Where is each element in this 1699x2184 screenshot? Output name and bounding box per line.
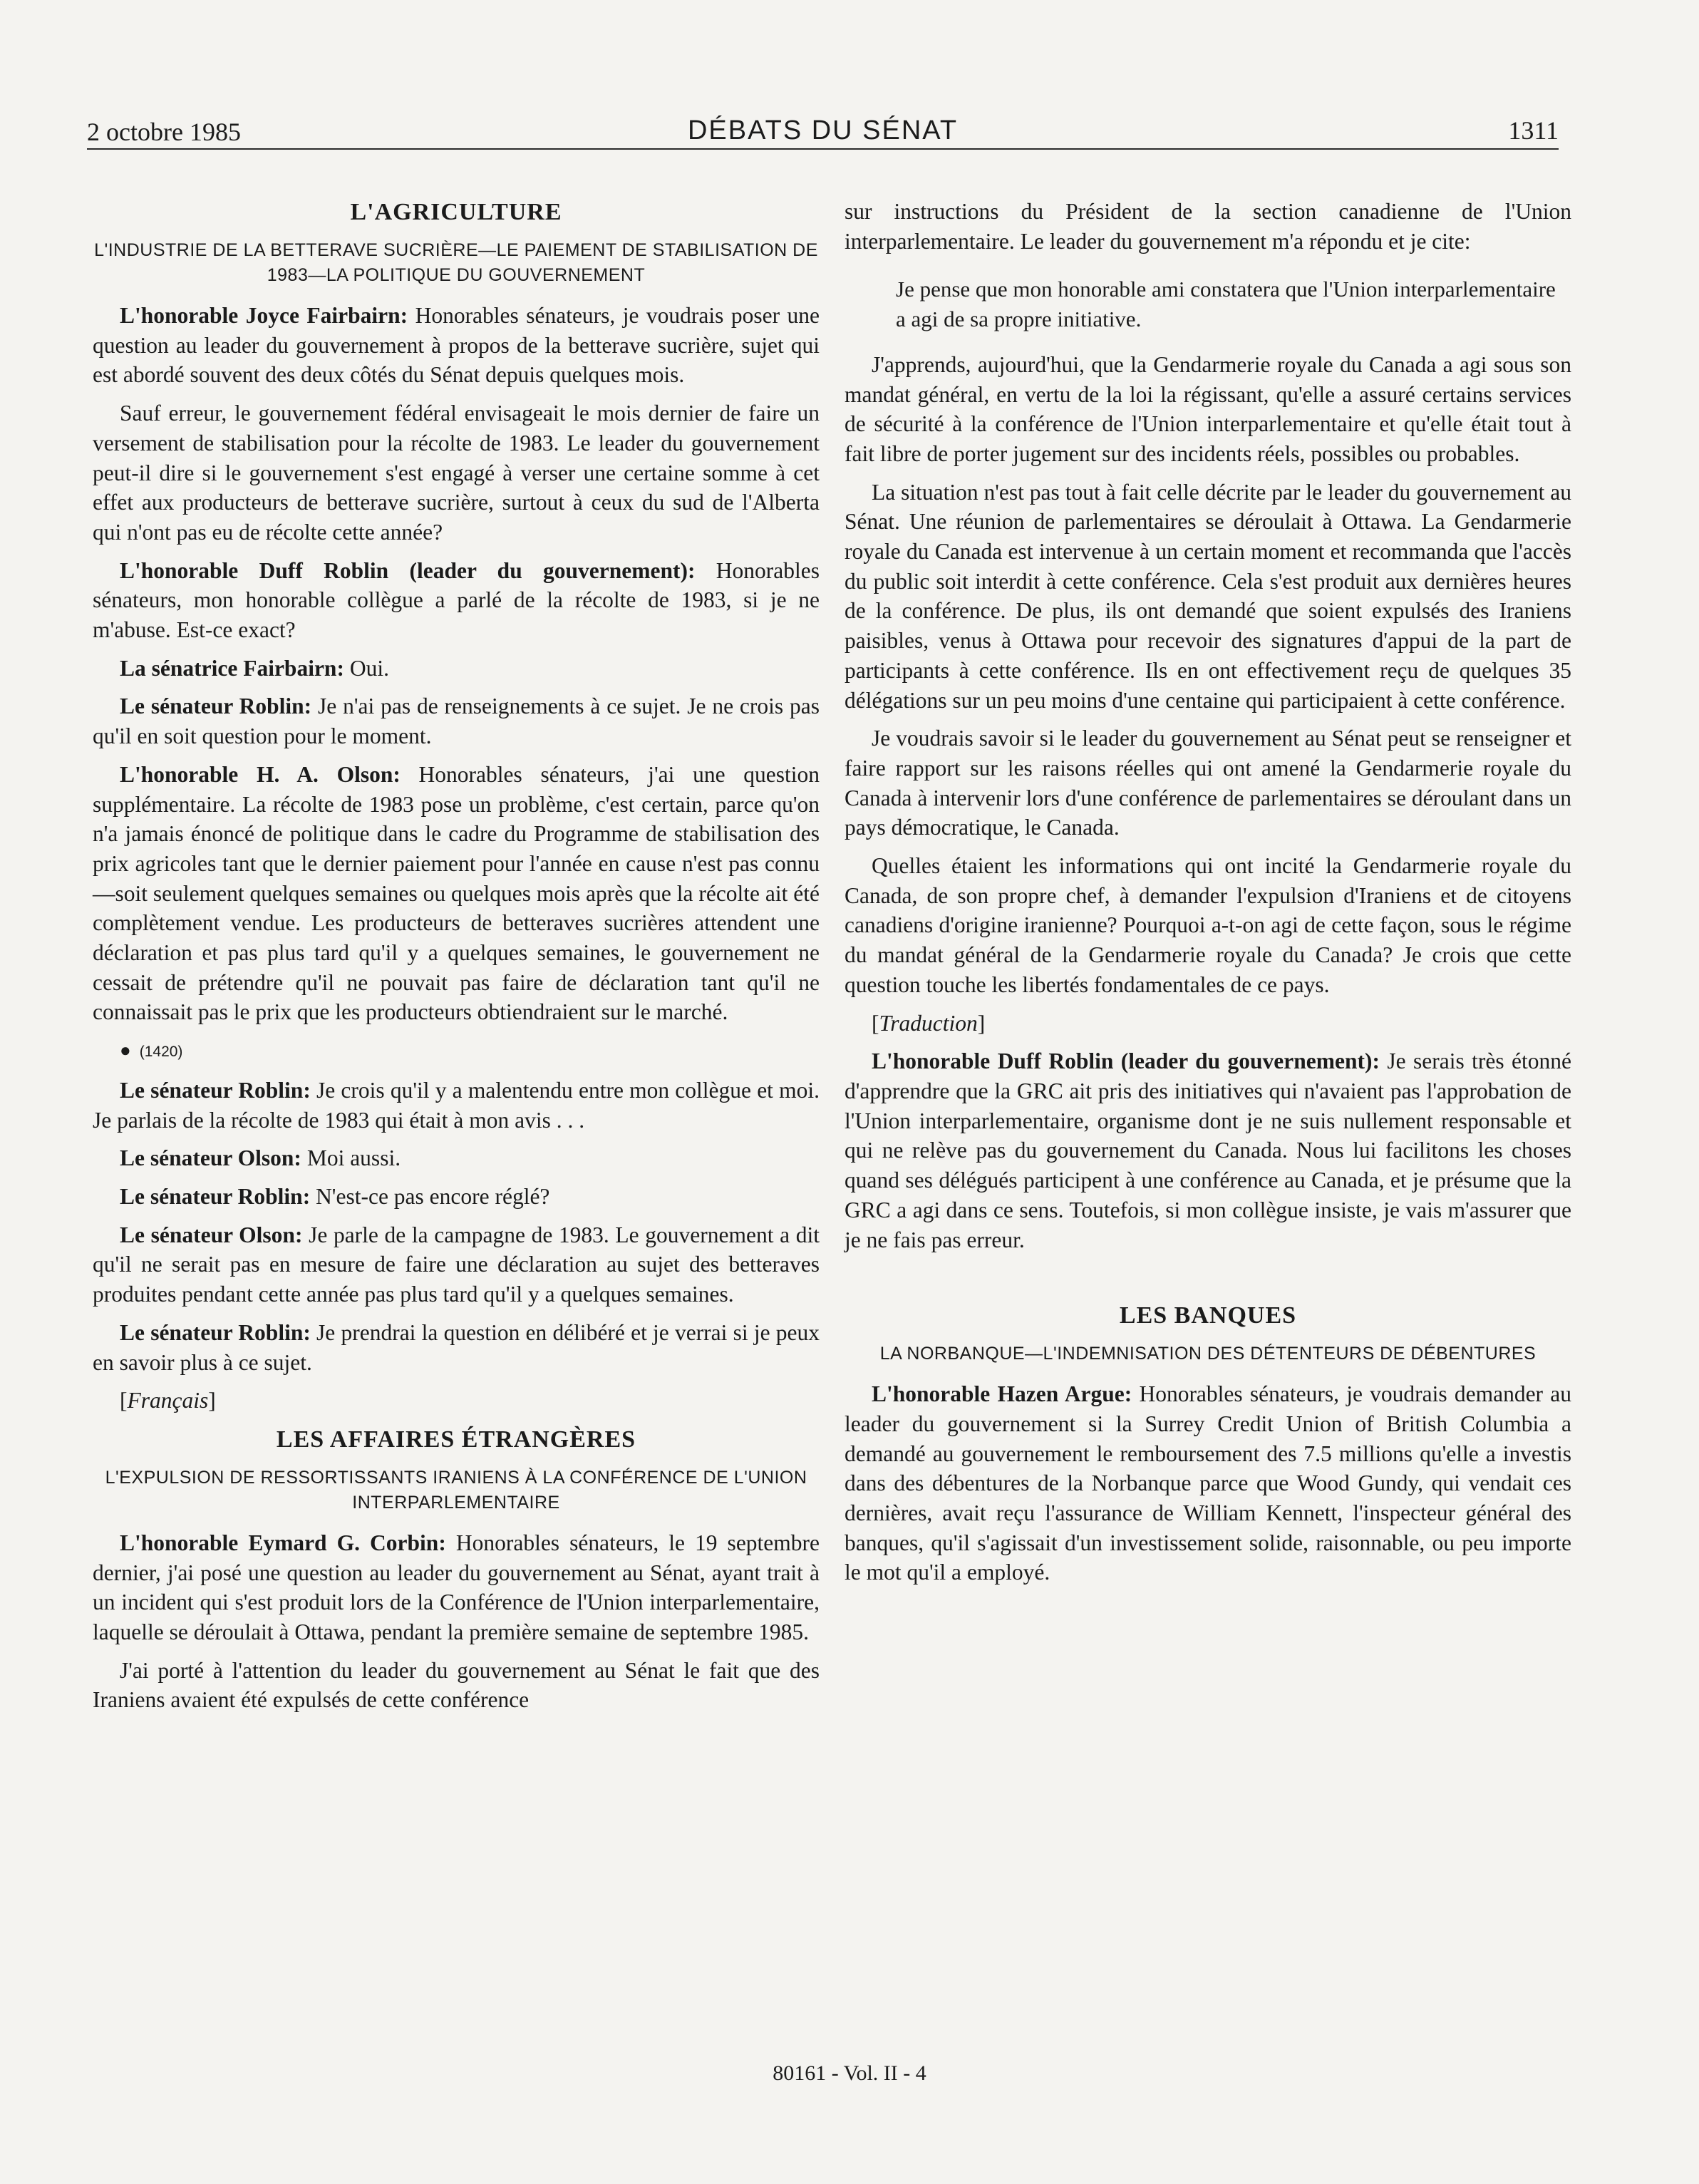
speech-text: Honorables sénateurs, mon honorable collègue a parlé de la récolte de 1983, si je ne m'abuse. Est-ce exact? [93,557,820,643]
time-marker [93,1036,820,1067]
section-title-banks: LES BANQUES [1119,1302,1297,1329]
language-tag: [Français] [120,1388,216,1413]
paragraph [93,1528,820,1647]
speaker-name: Le sénateur Roblin: [120,694,312,719]
speaker-name: Le sénateur Olson: [120,1222,303,1247]
speech-text: Je n'ai pas de renseignements à ce sujet. Je ne crois pas qu'il en soit question pour le moment. [93,694,820,749]
section-gap [845,1263,1571,1300]
page-header [87,107,1559,150]
paragraph [845,1046,1571,1255]
speaker-name: L'honorable Hazen Argue: [872,1381,1132,1407]
speaker-name: Le sénateur Roblin: [120,1077,311,1103]
time-marker-text: (1420) [139,1044,183,1061]
paragraph [93,1143,820,1173]
paragraph: La situation n'est pas tout à fait celle décrite par le leader du gouvernement au Sénat. Une réunion de parlementaires se déroulait à Ottawa. La Gendarmerie royale du Canada est intervenue à un certain moment et recommanda que l'accès du public soit interdit à cette conférence. Cela s'est produit aux dernières heures de la conférence. De plus, ils ont demandé que soient expulsés des Iraniens paisibles, venus à Ottawa pour recevoir des signatures d'appui de la part de participants à cette conférence. Ils en ont effectivement reçu de quelques 35 délégations sur un peu moins d'une centaine qui participaient à cette conférence. [845,479,1571,713]
paragraph [845,1379,1571,1587]
speech-text: Je parle de la campagne de 1983. Le gouvernement a dit qu'il ne serait pas en mesure de faire une déclaration au sujet des betteraves produites pendant cette année pas plus tard qu'il y a quelques semaines. [93,1222,820,1307]
paragraph: Quelles étaient les informations qui ont incité la Gendarmerie royale du Canada, de son propre chef, à demander l'expulsion d'Iraniens et de citoyens canadiens d'origine iranienne? Pourquoi a-t-on agi de cette façon, sous le régime du mandat général de la Gendarmerie royale du Canada? Je crois que cette question touche les libertés fondamentales de ce pays. [845,853,1571,997]
speech-text: Honorables sénateurs, le 19 septembre dernier, j'ai posé une question au leader du gouvernement au Sénat, ayant trait à un incident qui s'est produit lors de la Conférence de l'Union interparlementaire, laquelle se déroulait à Ottawa, pendant la première semaine de septembre 1985. [93,1530,820,1645]
paragraph: Je voudrais savoir si le leader du gouvernement au Sénat peut se renseigner et faire rapport sur les raisons réelles qui ont amené la Gendarmerie royale du Canada à intervenir lors d'une conférence de parlementaires se déroulant dans un pays démocratique, le Canada. [845,726,1571,840]
section-subtitle-foreign-affairs: L'EXPULSION DE RESSORTISSANTS IRANIENS À LA CONFÉRENCE DE L'UNION INTERPARLEMENTAIRE [105,1467,807,1513]
speaker-name: L'honorable Joyce Fairbairn: [120,303,408,328]
paragraph: Sauf erreur, le gouvernement fédéral envisageait le mois dernier de faire un versement de stabilisation pour la récolte de 1983. Le leader du gouvernement peut-il dire si le gouvernement s'est engagé à verser une certaine somme à cet effet aux producteurs de betterave sucrière, surtout à ceux du sud de l'Alberta qui n'ont pas eu de récolte cette année? [93,401,820,545]
speech-text: N'est-ce pas encore réglé? [310,1183,550,1209]
speaker-name: L'honorable H. A. Olson: [120,761,401,787]
right-column [845,197,1571,1596]
speaker-name: L'honorable Eymard G. Corbin: [120,1530,446,1555]
paragraph: sur instructions du Président de la section canadienne de l'Union interparlementaire. Le leader du gouvernement m'a répondu et je cite: [845,199,1571,254]
paragraph [93,1076,820,1135]
speaker-name: L'honorable Duff Roblin (leader du gouvernement): [872,1049,1380,1074]
language-tag: [Traduction] [872,1010,986,1036]
page-footer: 80161 - Vol. II - 4 [773,2061,926,2085]
paragraph: J'apprends, aujourd'hui, que la Gendarmerie royale du Canada a agi sous son mandat général, en vertu de la loi la régissant, qu'elle a assuré certains services de sécurité à la conférence de l'Union interparlementaire et qu'elle était tout à fait libre de porter jugement sur des incidents réels, possibles ou probables. [845,351,1571,466]
header-date: 2 octobre 1985 [87,118,241,146]
paragraph [93,301,820,390]
paragraph [93,1182,820,1212]
speaker-name: Le sénateur Roblin: [120,1183,311,1209]
speech-text: Honorables sénateurs, je voudrais demander au leader du gouvernement si la Surrey Credit Union of British Columbia a demandé au gouvernement le remboursement des 7.5 millions qu'elle a investis dans des débentures de la Norbanque parce que Wood Gundy, qui vendait ces dernières, avait reçu l'assurance de William Kennett, l'inspecteur général des banques, qu'il s'agissait d'un investissement solide, raisonnable, ou peu importe le mot qu'il a employé. [845,1381,1572,1585]
paragraph [93,654,820,684]
speech-text: Moi aussi. [301,1145,401,1171]
paragraph: J'ai porté à l'attention du leader du gouvernement au Sénat le fait que des Iraniens avaient été expulsés de cette conférence [93,1657,820,1713]
language-tag-text: Français [127,1388,209,1413]
section-subtitle-agriculture: L'INDUSTRIE DE LA BETTERAVE SUCRIÈRE—LE PAIEMENT DE STABILISATION DE 1983—LA POLITIQUE DU GOUVERNEMENT [94,240,818,285]
speech-text: Je crois qu'il y a malentendu entre mon collègue et moi. Je parlais de la récolte de 1983 qui était à mon avis . . . [93,1077,820,1133]
paragraph [93,1220,820,1309]
paragraph [93,1318,820,1377]
section-subtitle-banks: LA NORBANQUE—L'INDEMNISATION DES DÉTENTEURS DE DÉBENTURES [879,1344,1537,1364]
speech-text: Je serais très étonné d'apprendre que la GRC ait pris des initiatives qui n'avaient pas l'approbation de l'Union interparlementaire, organisme dont je ne suis nullement responsable et qui ne relève pas du gouvernement du Canada. Nous lui facilitons les choses quand ses délégués participent à une conférence au Canada, et je présume que la GRC a agi dans ce sens. Toutefois, si mon collègue insiste, je vais m'assurer que je ne fais pas erreur. [845,1049,1571,1252]
speaker-name: L'honorable Duff Roblin (leader du gouvernement): [120,557,696,583]
block-quote: Je pense que mon honorable ami constatera que l'Union interparlementaire a agi de sa propre initiative. [896,277,1556,332]
section-title-agriculture: L'AGRICULTURE [350,199,562,225]
header-title: DÉBATS DU SÉNAT [687,115,959,145]
section-title-foreign-affairs: LES AFFAIRES ÉTRANGÈRES [276,1426,636,1453]
speech-text: Je prendrai la question en délibéré et je verrai si je peux en savoir plus à ce sujet. [93,1319,820,1375]
speech-text: Honorables sénateurs, je voudrais poser une question au leader du gouvernement à propos de la betterave sucrière, sujet qui est abordé souvent des deux côtés du Sénat depuis quelques mois. [93,303,820,388]
speech-text: Honorables sénateurs, j'ai une question supplémentaire. La récolte de 1983 pose un problème, c'est certain, parce qu'on n'a jamais énoncé de politique dans le cadre du Programme de stabilisation des prix agricoles tant que le dernier paiement pour l'année en cause n'est pas connu—soit seulement quelques semaines ou quelques mois après que la récolte ait été complètement vendue. Les producteurs de betteraves sucrières attendent une déclaration et pas plus tard qu'il y a quelques semaines, le gouvernement ne cessait de prétendre qu'il ne pouvait pas faire de déclaration tant qu'il ne connaissait pas le prix que les producteurs obtiendraient sur le marché. [93,761,820,1025]
header-page-number: 1311 [1508,116,1559,145]
speaker-name: Le sénateur Roblin: [120,1319,311,1345]
speaker-name: La sénatrice Fairbairn: [120,655,344,681]
speech-text: Oui. [344,655,389,681]
speaker-name: Le sénateur Olson: [120,1145,301,1171]
bullet-icon: ● [120,1039,131,1061]
paragraph [93,760,820,1027]
paragraph [93,556,820,645]
left-column [93,197,820,1724]
language-tag-text: Traduction [879,1010,978,1036]
paragraph [93,691,820,751]
